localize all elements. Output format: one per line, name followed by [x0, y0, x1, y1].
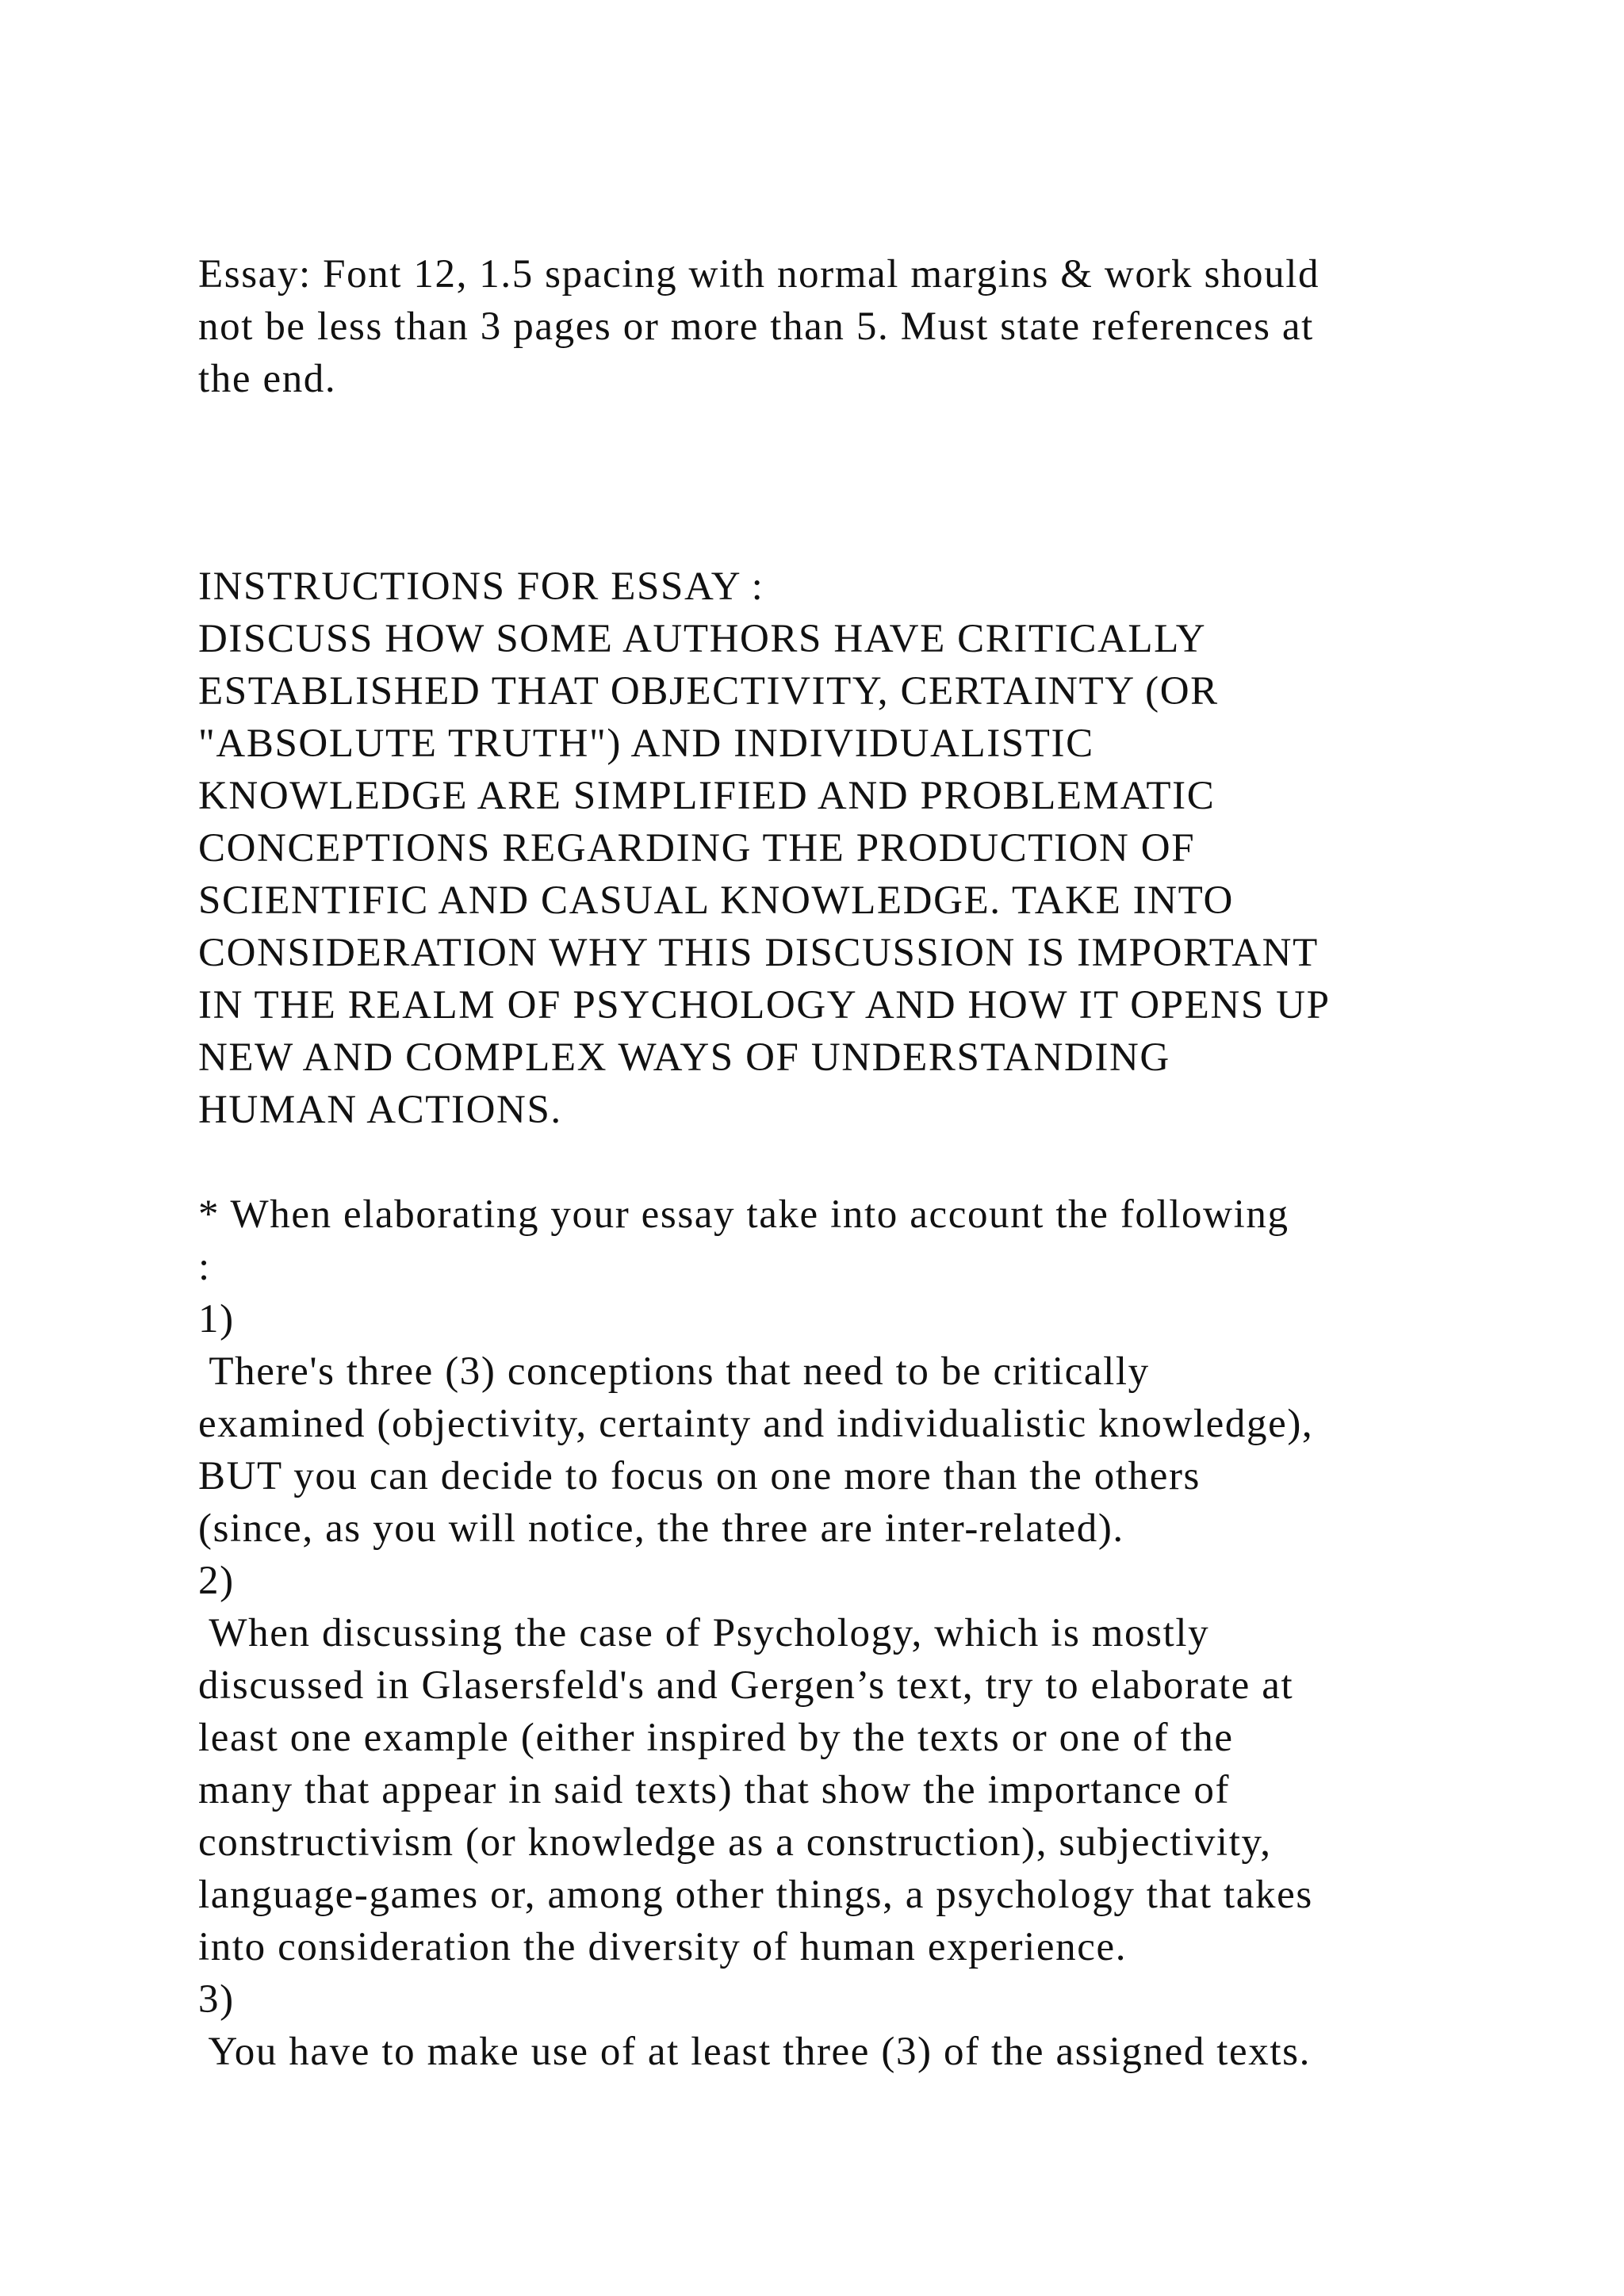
text-line: KNOWLEDGE ARE SIMPLIFIED AND PROBLEMATIC: [198, 774, 1216, 818]
text-line: "ABSOLUTE TRUTH") AND INDIVIDUALISTIC: [198, 721, 1094, 766]
text-line: constructivism (or knowledge as a construction), subjectivity,: [198, 1820, 1272, 1865]
text-line: IN THE REALM OF PSYCHOLOGY AND HOW IT OPENS UP: [198, 983, 1331, 1027]
text-line: (since, as you will notice, the three are inter-related).: [198, 1506, 1124, 1551]
text-line: examined (objectivity, certainty and individualistic knowledge),: [198, 1402, 1314, 1446]
text-line: When discussing the case of Psychology, which is mostly: [198, 1611, 1210, 1655]
text-line: not be less than 3 pages or more than 5. Must state references at: [198, 304, 1314, 349]
text-line: :: [198, 1245, 211, 1289]
essay-requirements-paragraph: [198, 248, 1451, 405]
text-line: CONSIDERATION WHY THIS DISCUSSION IS IMPORTANT: [198, 931, 1319, 975]
instructions-heading: INSTRUCTIONS FOR ESSAY :: [198, 564, 764, 609]
text-line: There's three (3) conceptions that need to be critically: [198, 1349, 1150, 1394]
text-line: CONCEPTIONS REGARDING THE PRODUCTION OF: [198, 826, 1196, 871]
text-line: language-games or, among other things, a psychology that takes: [198, 1873, 1313, 1917]
text-line: BUT you can decide to focus on one more than the others: [198, 1454, 1201, 1498]
text-line: SCIENTIFIC AND CASUAL KNOWLEDGE. TAKE INTO: [198, 878, 1234, 923]
text-line: discussed in Glasersfeld's and Gergen’s text, try to elaborate at: [198, 1663, 1294, 1708]
text-line: Essay: Font 12, 1.5 spacing with normal margins & work should: [198, 252, 1320, 297]
elaboration-notes-section: [198, 1188, 1451, 2078]
text-line: many that appear in said texts) that show the importance of: [198, 1768, 1231, 1812]
text-line: HUMAN ACTIONS.: [198, 1088, 562, 1132]
text-line: NEW AND COMPLEX WAYS OF UNDERSTANDING: [198, 1035, 1170, 1080]
list-number: 1): [198, 1297, 235, 1341]
text-line: * When elaborating your essay take into account the following: [198, 1192, 1289, 1237]
text-line: You have to make use of at least three (3) of the assigned texts.: [198, 2030, 1311, 2074]
essay-instructions-section: [198, 561, 1451, 1136]
text-line: the end.: [198, 357, 337, 401]
list-number: 3): [198, 1977, 235, 2022]
text-line: ESTABLISHED THAT OBJECTIVITY, CERTAINTY (OR: [198, 669, 1219, 714]
text-line: DISCUSS HOW SOME AUTHORS HAVE CRITICALLY: [198, 617, 1207, 661]
list-number: 2): [198, 1559, 235, 1603]
text-line: into consideration the diversity of human experience.: [198, 1925, 1128, 1969]
text-line: least one example (either inspired by the texts or one of the: [198, 1716, 1234, 1760]
